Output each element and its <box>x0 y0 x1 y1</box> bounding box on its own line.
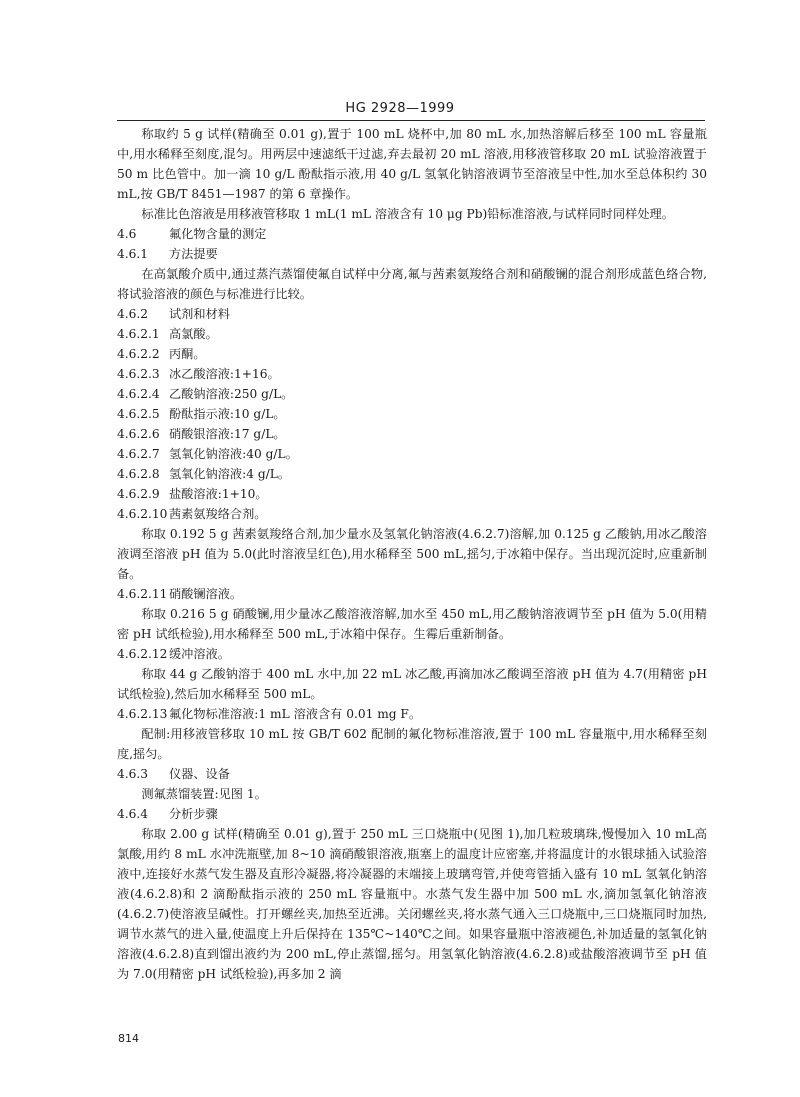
paragraph: 称取 0.216 5 g 硝酸镧,用少量冰乙酸溶液溶解,加水至 450 mL,用乙酸钠溶液调节至 pH 值为 5.0(用精密 pH 试纸检验),用水稀释至 500 mL,于冰箱中保存。生霉后重新制备。 <box>117 607 707 641</box>
reagent-item <box>117 444 707 464</box>
reagent-item <box>117 644 707 664</box>
item-text: 乙酸钠溶液:250 g/L。 <box>169 387 294 401</box>
item-text: 氟化物标准溶液:1 mL 溶液含有 0.01 mg F。 <box>169 707 422 721</box>
item-number: 4.6.2.4 <box>117 387 160 401</box>
section-title: 方法提要 <box>169 247 218 261</box>
section-number: 4.6.2 <box>117 307 149 321</box>
item-number: 4.6.2.8 <box>117 467 160 481</box>
section-title: 氟化物含量的测定 <box>169 227 267 241</box>
item-text: 酚酞指示液:10 g/L。 <box>169 407 286 421</box>
page-header: HG 2928—1999 <box>345 101 455 116</box>
reagent-item <box>117 384 707 404</box>
paragraph: 称取 44 g 乙酸钠溶于 400 mL 水中,加 22 mL 冰乙酸,再滴加冰乙酸调至溶液 pH 值为 4.7(用精密 pH 试纸检验),然后加水稀释至 500 mL。 <box>117 667 707 701</box>
item-number: 4.6.2.5 <box>117 407 160 421</box>
section-title: 试剂和材料 <box>169 307 230 321</box>
paragraph: 标准比色溶液是用移液管移取 1 mL(1 mL 溶液含有 10 μg Pb)铅标准溶液,与试样同时同样处理。 <box>141 207 674 221</box>
item-text: 硝酸银溶液:17 g/L。 <box>169 427 286 441</box>
paragraph: 配制:用移液管移取 10 mL 按 GB/T 602 配制的氟化物标准溶液,置于 100 mL 容量瓶中,用水稀释至刻度,摇匀。 <box>117 727 707 761</box>
header-rule <box>117 120 705 121</box>
item-text: 茜素氨羧络合剂。 <box>169 507 267 521</box>
reagent-item <box>117 584 707 604</box>
item-text: 冰乙酸溶液:1+16。 <box>169 367 280 381</box>
item-number: 4.6.2.3 <box>117 367 160 381</box>
item-number: 4.6.2.12 <box>117 647 168 661</box>
section-number: 4.6 <box>117 227 137 241</box>
item-number: 4.6.2.6 <box>117 427 160 441</box>
item-number: 4.6.2.10 <box>117 507 168 521</box>
reagent-item <box>117 404 707 424</box>
section-heading <box>117 224 707 244</box>
item-text: 硝酸镧溶液。 <box>169 587 243 601</box>
item-number: 4.6.2.11 <box>117 587 168 601</box>
section-heading <box>117 804 707 824</box>
item-text: 氢氧化钠溶液:40 g/L。 <box>169 447 298 461</box>
item-text: 氢氧化钠溶液:4 g/L。 <box>169 467 291 481</box>
item-number: 4.6.2.13 <box>117 707 168 721</box>
item-number: 4.6.2.9 <box>117 487 160 501</box>
section-heading <box>117 304 707 324</box>
section-number: 4.6.1 <box>117 247 149 261</box>
reagent-item <box>117 364 707 384</box>
section-number: 4.6.3 <box>117 767 149 781</box>
section-number: 4.6.4 <box>117 807 149 821</box>
reagent-item <box>117 324 707 344</box>
reagent-item <box>117 484 707 504</box>
reagent-item <box>117 504 707 524</box>
item-text: 缓冲溶液。 <box>169 647 230 661</box>
item-text: 丙酮。 <box>169 347 206 361</box>
item-number: 4.6.2.7 <box>117 447 160 461</box>
section-heading <box>117 764 707 784</box>
reagent-item <box>117 464 707 484</box>
reagent-item <box>117 704 707 724</box>
paragraph: 称取 0.192 5 g 茜素氨羧络合剂,加少量水及氢氧化钠溶液(4.6.2.7)溶解,加 0.125 g 乙酸钠,用冰乙酸溶液调至溶液 pH 值为 5.0(此时溶液呈红色),用水稀释至 500 mL,摇匀,于冰箱中保存。当出现沉淀时,应重新制备。 <box>117 527 707 581</box>
document-body <box>117 124 707 984</box>
page-number: 814 <box>118 1032 139 1045</box>
section-title: 分析步骤 <box>169 807 218 821</box>
reagent-item <box>117 424 707 444</box>
paragraph: 在高氯酸介质中,通过蒸汽蒸馏使氟自试样中分离,氟与茜素氨羧络合剂和硝酸镧的混合剂形成蓝色络合物,将试验溶液的颜色与标准进行比较。 <box>117 267 707 301</box>
reagent-item <box>117 344 707 364</box>
section-title: 仪器、设备 <box>169 767 230 781</box>
item-text: 高氯酸。 <box>169 327 218 341</box>
item-number: 4.6.2.2 <box>117 347 160 361</box>
section-heading <box>117 244 707 264</box>
item-text: 盐酸溶液:1+10。 <box>169 487 268 501</box>
item-number: 4.6.2.1 <box>117 327 160 341</box>
paragraph: 称取约 5 g 试样(精确至 0.01 g),置于 100 mL 烧杯中,加 80 mL 水,加热溶解后移至 100 mL 容量瓶中,用水稀释至刻度,混匀。用两层中速滤纸干过滤,弃去最初 20 mL 溶液,用移液管移取 20 mL 试验溶液置于 50 m 比色管中。加一滴 10 g/L 酚酞指示液,用 40 g/L 氢氧化钠溶液调节至溶液呈中性,加水至总体积约 30 mL,按 GB/T 8451—1987 的第 6 章操作。 <box>117 127 707 201</box>
paragraph: 测氟蒸馏装置:见图 1。 <box>141 787 267 801</box>
paragraph: 称取 2.00 g 试样(精确至 0.01 g),置于 250 mL 三口烧瓶中(见图 1),加几粒玻璃珠,慢慢加入 10 mL高氯酸,用约 8 mL 水冲洗瓶壁,加 8~10 滴硝酸银溶液,瓶塞上的温度计应密塞,并将温度计的水银球插入试验溶液中,连接好水蒸气发生器及直形冷凝器,将冷凝器的末端接上玻璃弯管,并使弯管插入盛有 10 mL 氢氧化钠溶液(4.6.2.8)和 2 滴酚酞指示液的 250 mL 容量瓶中。水蒸气发生器中加 500 mL 水,滴加氢氧化钠溶液(4.6.2.7)使溶液呈碱性。打开螺丝夹,加热至近沸。关闭螺丝夹,将水蒸气通入三口烧瓶中,三口烧瓶同时加热,调节水蒸气的进入量,使温度上升后保持在 135℃~140℃之间。如果容量瓶中溶液褪色,补加适量的氢氧化钠溶液(4.6.2.8)直到馏出液约为 200 mL,停止蒸馏,摇匀。用氢氧化钠溶液(4.6.2.8)或盐酸溶液调节至 pH 值为 7.0(用精密 pH 试纸检验),再多加 2 滴 <box>117 827 707 981</box>
